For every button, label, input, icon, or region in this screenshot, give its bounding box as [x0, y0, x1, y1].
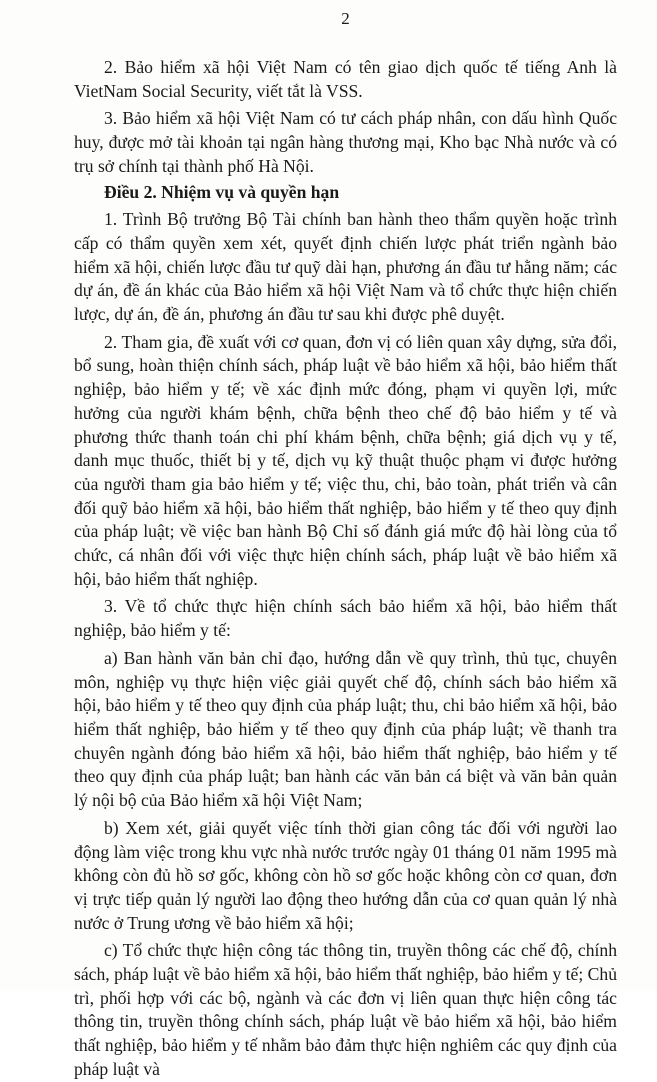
article-2-item-3-c: c) Tổ chức thực hiện công tác thông tin, truyền thông các chế độ, chính sách, pháp luật về bảo hiểm xã hội, bảo hiểm thất nghiệp, bảo hiểm y tế; Chủ trì, phối hợp với các bộ, ngành và các đơn vị liên quan thực hiện công tác thông tin, truyền thông chính sách, pháp luật về bảo hiểm xã hội, bảo hiểm thất nghiệp, bảo hiểm y tế nhằm bảo đảm thực hiện nghiêm các quy định của pháp luật và [74, 940, 617, 1079]
article-2-item-2: 2. Tham gia, đề xuất với cơ quan, đơn vị có liên quan xây dựng, sửa đổi, bổ sung, hoàn thiện chính sách, pháp luật về bảo hiểm xã hội, bảo hiểm thất nghiệp, bảo hiểm y tế; về xác định mức đóng, phạm vi quyền lợi, mức hưởng của người khám bệnh, chữa bệnh theo chế độ bảo hiểm y tế và phương thức thanh toán chi phí khám bệnh, chữa bệnh; giá dịch vụ y tế, danh mục thuốc, thiết bị y tế, dịch vụ kỹ thuật thuộc phạm vi được hưởng của người tham gia bảo hiểm y tế; việc thu, chi, bảo toàn, phát triển và cân đối quỹ bảo hiểm xã hội, bảo hiểm thất nghiệp, bảo hiểm y tế theo quy định của pháp luật; về việc ban hành Bộ Chỉ số đánh giá mức độ hài lòng của tổ chức, cá nhân đối với việc thực hiện chính sách, pháp luật về bảo hiểm xã hội, bảo hiểm thất nghiệp. [74, 331, 617, 589]
article-2-item-3-a: a) Ban hành văn bản chỉ đạo, hướng dẫn về quy trình, thủ tục, chuyên môn, nghiệp vụ thực hiện việc giải quyết chế độ, chính sách bảo hiểm xã hội, bảo hiểm y tế theo quy định của pháp luật; thu, chi bảo hiểm xã hội, bảo hiểm thất nghiệp, bảo hiểm y tế theo quy định của pháp luật; về thanh tra chuyên ngành đóng bảo hiểm xã hội, bảo hiểm thất nghiệp, bảo hiểm y tế theo quy định của pháp luật; ban hành các văn bản cá biệt và văn bản quản lý nội bộ của Bảo hiểm xã hội Việt Nam; [74, 647, 617, 811]
article-2-item-3: 3. Về tổ chức thực hiện chính sách bảo hiểm xã hội, bảo hiểm thất nghiệp, bảo hiểm y tế: [74, 596, 617, 641]
clause-2-paragraph: 2. Bảo hiểm xã hội Việt Nam có tên giao dịch quốc tế tiếng Anh là VietNam Social Security, viết tắt là VSS. [74, 57, 617, 101]
clause-3-paragraph: 3. Bảo hiểm xã hội Việt Nam có tư cách pháp nhân, con dấu hình Quốc huy, được mở tài khoản tại ngân hàng thương mại, Kho bạc Nhà nước và có trụ sở chính tại thành phố Hà Nội. [74, 108, 617, 176]
article-2-heading: Điều 2. Nhiệm vụ và quyền hạn [104, 181, 340, 202]
page-number: 2 [341, 9, 350, 28]
article-2-item-1: 1. Trình Bộ trưởng Bộ Tài chính ban hành theo thẩm quyền hoặc trình cấp có thẩm quyền xem xét, quyết định chiến lược phát triển ngành bảo hiểm xã hội, chiến lược đầu tư quỹ dài hạn, phương án đầu tư hằng năm; các dự án, đề án khác của Bảo hiểm xã hội Việt Nam và tổ chức thực hiện chiến lược, dự án, đề án, phương án đầu tư sau khi được phê duyệt. [74, 209, 617, 325]
article-2-item-3-b: b) Xem xét, giải quyết việc tính thời gian công tác đối với người lao động làm việc trong khu vực nhà nước trước ngày 01 tháng 01 năm 1995 mà không còn đủ hồ sơ gốc, không còn hồ sơ gốc hoặc không còn cơ quan, đơn vị trực tiếp quản lý người lao động theo hướng dẫn của cơ quan quản lý nhà nước ở Trung ương về bảo hiểm xã hội; [74, 817, 617, 933]
